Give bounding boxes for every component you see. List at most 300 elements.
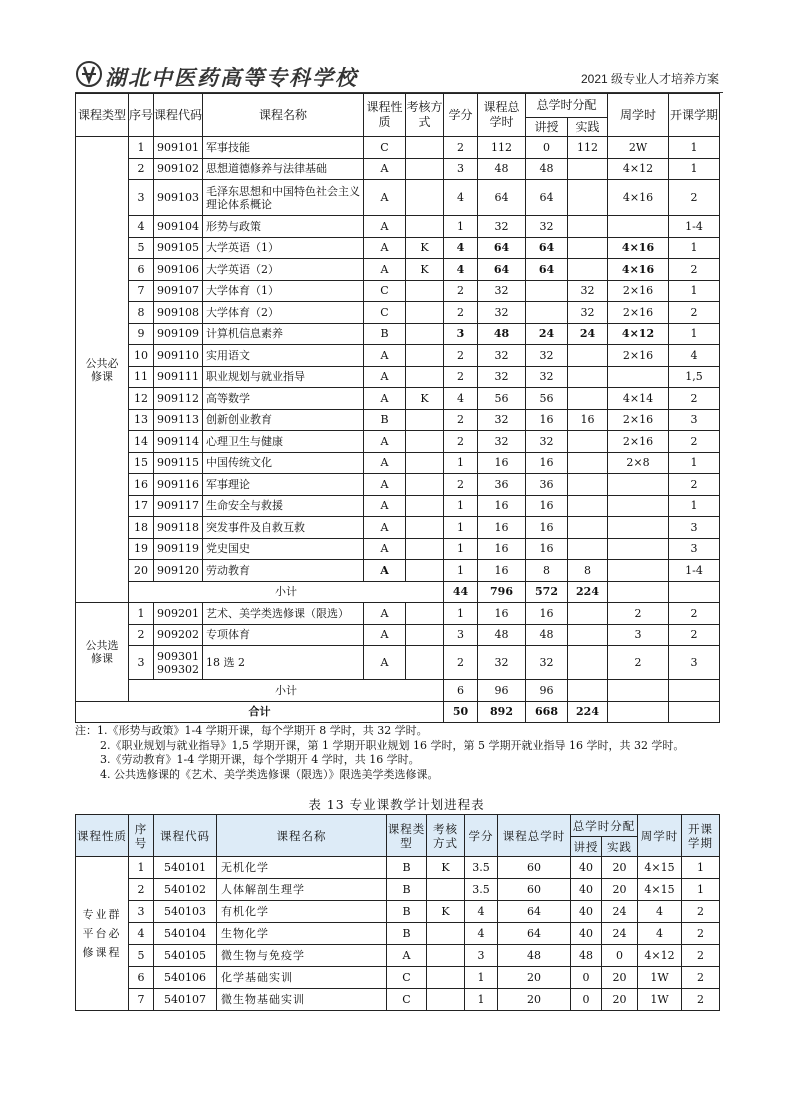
table-cell: 48 (478, 624, 526, 646)
col-header-term: 开课学期 (669, 94, 720, 137)
table-cell: 40 (571, 879, 602, 901)
col-header-exam: 考核方式 (427, 815, 465, 857)
table-cell: 36 (526, 474, 568, 496)
table-cell: A (364, 237, 406, 259)
table-cell: 24 (602, 923, 638, 945)
table-cell (568, 624, 608, 646)
table-cell: 64 (498, 901, 571, 923)
table-cell: 2×16 (608, 345, 669, 367)
table-cell (406, 302, 444, 324)
table-cell: B (364, 323, 406, 345)
course-name-cell: 形势与政策 (203, 216, 364, 238)
table-cell: 32 (526, 216, 568, 238)
table-cell: K (427, 857, 465, 879)
col-header-weekly: 周学时 (638, 815, 682, 857)
table-cell: 909111 (154, 366, 203, 388)
subtotal-row (76, 581, 720, 603)
table-cell (608, 517, 669, 539)
table-row (76, 137, 720, 159)
table-cell: 40 (571, 923, 602, 945)
table-row (76, 345, 720, 367)
table-cell: 小计 (129, 680, 444, 702)
table-cell: 64 (526, 259, 568, 281)
course-name-cell: 微生物与免疫学 (217, 945, 387, 967)
table-cell: 1 (465, 989, 498, 1011)
course-code-line: 909202 (157, 628, 199, 642)
col-header-name: 课程名称 (217, 815, 387, 857)
course-name-cell: 大学英语（1） (203, 237, 364, 259)
table-cell: 18 (129, 517, 154, 539)
table-cell: C (364, 302, 406, 324)
col-header-hours: 课程总学时 (478, 94, 526, 137)
table-cell: 48 (526, 158, 568, 180)
course-category-cell: 公共必修课 (76, 137, 129, 603)
table-cell: 1 (444, 452, 478, 474)
table-cell: A (364, 366, 406, 388)
table-cell: 4 (669, 345, 720, 367)
table-cell: 540103 (154, 901, 217, 923)
table-cell: 0 (571, 967, 602, 989)
table-row (76, 603, 720, 625)
table-cell: 3 (129, 646, 154, 680)
table-cell (568, 680, 608, 702)
table-cell: 6 (129, 259, 154, 281)
table-cell: K (406, 259, 444, 281)
col-header-weekly: 周学时 (608, 94, 669, 137)
subtotal-row (76, 680, 720, 702)
table-cell: 32 (478, 280, 526, 302)
table-cell: 3 (444, 158, 478, 180)
course-category-cell: 专业群平台必修课程 (76, 857, 129, 1011)
table-cell: 1 (669, 452, 720, 474)
table-cell: 16 (478, 495, 526, 517)
table-cell: 909115 (154, 452, 203, 474)
table-cell: 909101 (154, 137, 203, 159)
table-cell: 2 (444, 431, 478, 453)
course-category-cell: 公共选修课 (76, 603, 129, 702)
course-name-cell: 生命安全与救援 (203, 495, 364, 517)
table-cell: 20 (602, 989, 638, 1011)
col-header-credit: 学分 (465, 815, 498, 857)
table-row (76, 495, 720, 517)
course-name-cell: 人体解剖生理学 (217, 879, 387, 901)
table-cell: 3 (608, 624, 669, 646)
table-cell: 909103 (154, 180, 203, 216)
table-cell: 909113 (154, 409, 203, 431)
table-cell: 2 (669, 431, 720, 453)
table-cell (406, 409, 444, 431)
table-cell: 909104 (154, 216, 203, 238)
table-row (76, 323, 720, 345)
table-notes (75, 724, 725, 782)
table-cell: 2 (129, 158, 154, 180)
table-cell: 13 (129, 409, 154, 431)
table-cell (568, 158, 608, 180)
table-cell: 96 (526, 680, 568, 702)
table-cell: 2W (608, 137, 669, 159)
col-header-nature: 课程性质 (76, 815, 129, 857)
table-cell: 6 (129, 967, 154, 989)
table-cell: 4 (444, 180, 478, 216)
table-cell: 1 (669, 495, 720, 517)
table-cell: 4×15 (638, 857, 682, 879)
table-cell: 1 (444, 560, 478, 582)
document-title: 2021 级专业人才培养方案 (580, 72, 719, 86)
table-cell: 2 (444, 409, 478, 431)
table-cell: 2×16 (608, 431, 669, 453)
col-header-credit: 学分 (444, 94, 478, 137)
table-row (76, 857, 720, 879)
table-cell: A (364, 517, 406, 539)
table-cell: 909106 (154, 259, 203, 281)
table-cell (406, 366, 444, 388)
table-cell: 2 (444, 137, 478, 159)
table-cell: K (406, 237, 444, 259)
table-cell (669, 701, 720, 723)
course-name-cell: 毛泽东思想和中国特色社会主义理论体系概论 (203, 180, 364, 216)
table-cell: 合计 (76, 701, 444, 723)
table-cell: A (387, 945, 427, 967)
table-cell: 20 (498, 989, 571, 1011)
table-cell (568, 452, 608, 474)
table-cell: 8 (568, 560, 608, 582)
course-name-cell: 大学体育（2） (203, 302, 364, 324)
col-header-exam: 考核方式 (406, 94, 444, 137)
table-row (76, 560, 720, 582)
table-cell (669, 581, 720, 603)
table-cell: 1 (669, 323, 720, 345)
table-cell (406, 517, 444, 539)
table-cell: 224 (568, 701, 608, 723)
table-row (76, 879, 720, 901)
table-row (76, 967, 720, 989)
table-cell: 64 (526, 180, 568, 216)
table-cell: 16 (526, 495, 568, 517)
col-header-alloc: 总学时分配 (571, 815, 638, 837)
course-name-cell: 中国传统文化 (203, 452, 364, 474)
table-cell (406, 624, 444, 646)
table-cell: 12 (129, 388, 154, 410)
table-cell: 3 (669, 646, 720, 680)
table-cell: 32 (568, 280, 608, 302)
course-name-cell: 军事技能 (203, 137, 364, 159)
col-header-practice: 实践 (602, 837, 638, 857)
table-cell: 112 (568, 137, 608, 159)
table-cell: B (387, 879, 427, 901)
table-cell (568, 517, 608, 539)
course-name-cell: 高等数学 (203, 388, 364, 410)
table-cell: 909114 (154, 431, 203, 453)
table-cell: A (364, 345, 406, 367)
table-cell: 2 (682, 945, 720, 967)
table-cell: 15 (129, 452, 154, 474)
table-cell: C (364, 280, 406, 302)
table-cell: 16 (478, 538, 526, 560)
table-cell (568, 431, 608, 453)
table-cell: 60 (498, 857, 571, 879)
table-cell: 50 (444, 701, 478, 723)
table-cell: 2 (669, 302, 720, 324)
table-cell: 2 (608, 646, 669, 680)
table-cell: 4 (638, 923, 682, 945)
table-cell: A (364, 388, 406, 410)
table-cell: 56 (478, 388, 526, 410)
table-cell: 32 (478, 431, 526, 453)
table-cell (608, 474, 669, 496)
table-cell: 32 (478, 646, 526, 680)
table-row (76, 538, 720, 560)
table-cell: 540106 (154, 967, 217, 989)
table-cell: 19 (129, 538, 154, 560)
table-cell (568, 495, 608, 517)
table-cell: 7 (129, 989, 154, 1011)
table-cell: 8 (526, 560, 568, 582)
table-cell: 2×16 (608, 302, 669, 324)
table-cell: 1 (465, 967, 498, 989)
table-cell: 2 (444, 474, 478, 496)
table-cell: 4×12 (608, 158, 669, 180)
table-cell: 64 (478, 237, 526, 259)
table-cell: 112 (478, 137, 526, 159)
table-cell: 44 (444, 581, 478, 603)
table-cell (427, 967, 465, 989)
table-cell: C (364, 137, 406, 159)
table-cell (608, 495, 669, 517)
course-name-cell: 党史国史 (203, 538, 364, 560)
table-cell (568, 216, 608, 238)
course-name-cell: 心理卫生与健康 (203, 431, 364, 453)
table-cell: 32 (478, 345, 526, 367)
table-cell: 16 (478, 452, 526, 474)
table-cell: 48 (571, 945, 602, 967)
table-cell: A (364, 158, 406, 180)
table-row (76, 989, 720, 1011)
table-cell (526, 280, 568, 302)
table-cell: 572 (526, 581, 568, 603)
table-cell (608, 216, 669, 238)
table-cell (406, 137, 444, 159)
col-header-hours: 课程总学时 (498, 815, 571, 857)
table-cell (427, 879, 465, 901)
course-code-cell (154, 624, 203, 646)
table-cell: 796 (478, 581, 526, 603)
course-name-cell: 无机化学 (217, 857, 387, 879)
professional-courses-table (75, 814, 720, 1011)
table-cell: 48 (526, 624, 568, 646)
table-cell: 6 (444, 680, 478, 702)
table-cell: B (364, 409, 406, 431)
table-row (76, 474, 720, 496)
col-header-code: 课程代码 (154, 94, 203, 137)
table-cell: B (387, 857, 427, 879)
table-cell: 40 (571, 901, 602, 923)
table-cell: 2 (129, 624, 154, 646)
table-cell: 60 (498, 879, 571, 901)
table-cell: 7 (129, 280, 154, 302)
table-cell: 40 (571, 857, 602, 879)
table-cell: 48 (498, 945, 571, 967)
table-cell (608, 538, 669, 560)
table-cell (427, 945, 465, 967)
note-line: 2.《职业规划与就业指导》1,5 学期开课，第 1 学期开职业规划 16 学时，第 5 学期开就业指导 16 学时，共 32 学时。 (100, 738, 685, 752)
table-cell: 2 (669, 388, 720, 410)
table-cell: 2 (682, 901, 720, 923)
table-cell: 1,5 (669, 366, 720, 388)
table-cell: 2 (129, 879, 154, 901)
table13-title: 表 13 专业课教学计划进程表 (308, 797, 485, 812)
table-cell: 540101 (154, 857, 217, 879)
table-cell: 2×16 (608, 280, 669, 302)
table-cell: 2 (669, 259, 720, 281)
table-cell (568, 366, 608, 388)
table-row (76, 901, 720, 923)
table-row (76, 646, 720, 680)
course-code-line: 909301 (157, 649, 199, 663)
table-cell: 32 (478, 216, 526, 238)
table-cell: 668 (526, 701, 568, 723)
note-line: 4. 公共选修课的《艺术、美学类选修课（限选）》限选美学类选修课。 (100, 767, 439, 781)
table-cell: 3.5 (465, 857, 498, 879)
table-cell: 2 (669, 180, 720, 216)
table-cell: 4 (638, 901, 682, 923)
table-cell (608, 366, 669, 388)
course-name-cell: 军事理论 (203, 474, 364, 496)
table-row (76, 452, 720, 474)
table-cell: 11 (129, 366, 154, 388)
table-cell: 8 (129, 302, 154, 324)
table-cell: 1 (669, 158, 720, 180)
table-cell (406, 646, 444, 680)
table-cell: 3.5 (465, 879, 498, 901)
table-cell: 909107 (154, 280, 203, 302)
table-row (76, 216, 720, 238)
table-cell: 2×8 (608, 452, 669, 474)
table-cell: 4 (465, 923, 498, 945)
table-cell: 2 (682, 989, 720, 1011)
table-row (76, 923, 720, 945)
table-cell: 32 (478, 366, 526, 388)
course-name-cell: 大学体育（1） (203, 280, 364, 302)
table-cell (427, 989, 465, 1011)
table-row (76, 624, 720, 646)
table-cell: 1W (638, 989, 682, 1011)
col-header-name: 课程名称 (203, 94, 364, 137)
table-cell: 1 (444, 517, 478, 539)
table-cell: 909118 (154, 517, 203, 539)
table-cell: 540102 (154, 879, 217, 901)
col-header-practice: 实践 (568, 118, 608, 137)
table-cell: 2 (444, 302, 478, 324)
table-cell: A (364, 452, 406, 474)
course-name-cell: 劳动教育 (203, 560, 364, 582)
table-cell: 2 (682, 967, 720, 989)
table-cell: 4×15 (638, 879, 682, 901)
course-name-cell: 专项体育 (203, 624, 364, 646)
table-cell (406, 323, 444, 345)
table-cell: 48 (478, 158, 526, 180)
table-cell: 17 (129, 495, 154, 517)
table-cell: 5 (129, 945, 154, 967)
col-header-no: 序号 (129, 815, 154, 857)
table-cell (568, 388, 608, 410)
table-row (76, 259, 720, 281)
table-cell: 4 (444, 237, 478, 259)
table-cell: C (387, 989, 427, 1011)
table-cell: 4×14 (608, 388, 669, 410)
table-cell: 32 (526, 646, 568, 680)
table-cell: 1 (444, 495, 478, 517)
table-cell: 0 (571, 989, 602, 1011)
note-line: 注：1.《形势与政策》1-4 学期开课，每个学期开 8 学时，共 32 学时。 (75, 724, 428, 737)
table-cell: 16 (478, 517, 526, 539)
course-code-line: 909201 (157, 606, 199, 620)
table-cell: 2 (444, 345, 478, 367)
table-cell: 3 (669, 517, 720, 539)
table-cell: 3 (129, 180, 154, 216)
table-cell: A (364, 603, 406, 625)
course-name-cell: 创新创业教育 (203, 409, 364, 431)
table-cell: 10 (129, 345, 154, 367)
table-row (76, 517, 720, 539)
table-cell: 32 (478, 302, 526, 324)
table-cell: 4 (444, 388, 478, 410)
table-cell: 2 (669, 603, 720, 625)
table-cell: 3 (444, 323, 478, 345)
course-name-cell: 职业规划与就业指导 (203, 366, 364, 388)
table-cell: 96 (478, 680, 526, 702)
course-name-cell: 实用语文 (203, 345, 364, 367)
table-cell: 3 (465, 945, 498, 967)
table-row (76, 945, 720, 967)
table-cell: 2 (669, 624, 720, 646)
table-cell: 540104 (154, 923, 217, 945)
table-cell: 1 (129, 857, 154, 879)
table-row (76, 180, 720, 216)
table-cell: C (387, 967, 427, 989)
table-cell: 909120 (154, 560, 203, 582)
table-cell: 909116 (154, 474, 203, 496)
table-cell: 909102 (154, 158, 203, 180)
table-cell: 909110 (154, 345, 203, 367)
table-cell: 2×16 (608, 409, 669, 431)
table-cell: 909112 (154, 388, 203, 410)
table-cell: 3 (129, 901, 154, 923)
table-cell: 20 (602, 879, 638, 901)
table-cell (406, 345, 444, 367)
table-cell (526, 302, 568, 324)
table-cell: 4 (444, 259, 478, 281)
table-cell: 16 (526, 409, 568, 431)
table-cell: 3 (669, 538, 720, 560)
table-cell: 1 (669, 237, 720, 259)
table-cell: 20 (498, 967, 571, 989)
col-header-type: 课程类型 (387, 815, 427, 857)
table-cell: 1W (638, 967, 682, 989)
table-cell: B (387, 901, 427, 923)
table-cell (406, 216, 444, 238)
table-cell: 4 (129, 216, 154, 238)
course-name-cell: 大学英语（2） (203, 259, 364, 281)
course-name-cell: 有机化学 (217, 901, 387, 923)
table-cell: A (364, 646, 406, 680)
table-cell: B (387, 923, 427, 945)
col-header-code: 课程代码 (154, 815, 217, 857)
table-cell (568, 237, 608, 259)
table-cell: 1 (682, 879, 720, 901)
table-cell: 3 (444, 624, 478, 646)
table-cell: 16 (478, 560, 526, 582)
course-name-cell: 计算机信息素养 (203, 323, 364, 345)
